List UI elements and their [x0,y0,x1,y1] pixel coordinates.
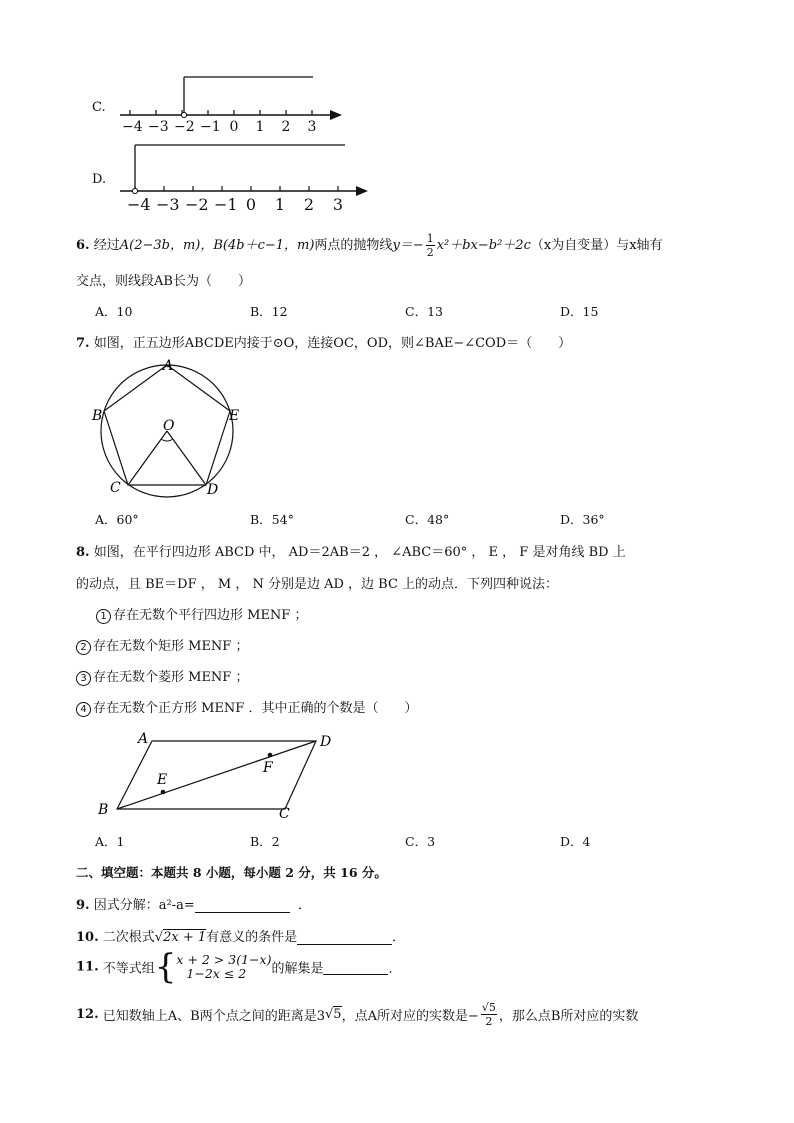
question-10-radicand: 2x + 1 [163,930,207,945]
question-10-end: ． [392,930,406,945]
brace-icon: { [154,947,177,987]
circled-number-3: 3 [76,671,91,686]
question-12-fraction [481,1002,497,1027]
parallelogram-label-b: B [98,802,109,818]
numberline-c-tick-label: 1 [255,119,265,135]
pentagon-label-d: D [207,482,219,498]
question-6-line1 [76,233,663,258]
question-11-text-a: 不等式组 [102,961,155,977]
question-12-text-b: ，点A所对应的实数是− [341,1009,479,1024]
question-6-option-a: A．10 [95,304,133,319]
question-6-text-b: 两点的抛物线 [314,238,393,253]
numberline-c-tick-label: −3 [148,119,169,135]
question-7-option-d: D．36° [560,512,605,527]
question-6-eq-left: y＝− [392,238,424,253]
numberline-d-tick-label: −1 [214,195,238,214]
question-6-frac-num: 1 [426,232,434,245]
question-11-number: 11. [76,959,99,975]
question-8-number: 8. [76,545,90,560]
question-6-option-c: C．13 [405,304,443,319]
circled-number-2: 2 [76,640,91,655]
parallelogram-figure [90,725,350,825]
question-12-frac-den: 2 [485,1015,493,1028]
pentagon-label-o: O [163,418,175,434]
question-12-line [76,1002,638,1027]
question-8-item-1-text: 存在无数个平行四边形 MENF ； [113,608,308,623]
question-10-number: 10. [76,930,99,945]
numberline-c-tick-label: −1 [200,119,221,135]
question-11-system [176,953,271,981]
parallelogram-label-a: A [138,731,149,747]
question-6-point-a: A(2−3b，m)， [119,238,214,253]
pentagon-label-b: B [92,408,103,424]
question-8-item-2 [76,635,248,655]
question-6-line2: 交点，则线段AB长为（ ） [76,274,251,289]
question-12-text-a: 已知数轴上A、B两个点之间的距离是3 [102,1009,325,1024]
question-8-option-d: D．4 [560,834,591,849]
question-8-option-a: A．1 [95,834,125,849]
sqrt-icon-2: √ [324,1007,334,1022]
question-8-item-1 [96,604,307,624]
question-12-text-c: ，那么点B所对应的实数 [498,1009,639,1024]
question-9-text: 因式分解：a²-a= [93,898,195,913]
question-8-line2: 的动点，且 BE＝DF ， M ， N 分别是边 AD ，边 BC 上的动点．下列四种说法： [76,577,559,592]
numberline-d-tick-label: −3 [156,195,180,214]
numberline-d-tick-label: 3 [332,195,344,214]
pentagon-label-e: E [229,408,240,424]
question-6-point-b: B(4b＋c−1，m) [213,238,315,253]
question-8-text1: 如图，在平行四边形 ABCD 中， AD＝2AB＝2 ， ∠ABC＝60° ， E ， F 是对角线 BD 上 [93,545,626,560]
numberline-c-label: C. [92,100,106,115]
question-7-option-a: A．60° [95,512,139,527]
question-6-frac-den: 2 [426,246,434,259]
parallelogram-label-e: E [157,772,168,788]
numberline-d-tick-label: 1 [274,195,286,214]
question-10-text-a: 二次根式 [102,930,155,945]
question-6-number: 6. [76,238,90,253]
question-6-text-a: 经过 [93,238,120,253]
numberline-d-tick-label: 0 [245,195,257,214]
question-6-option-d: D．15 [560,304,599,319]
parallelogram-label-f: F [263,760,273,776]
parallelogram-label-d: D [320,734,332,750]
numberline-d-tick-label: −4 [127,195,151,214]
question-7-number: 7. [76,336,90,351]
question-12-number: 12. [76,1007,99,1022]
question-6-text-c: （x为自变量）与x轴有 [530,238,663,253]
sqrt-icon: √ [154,930,164,945]
pentagon-label-a: A [163,358,174,374]
question-11-text-b: 的解集是 [271,961,324,977]
numberline-c-tick-label: 0 [229,119,239,135]
question-9-line [76,894,311,913]
question-10-text-b: 有意义的条件是 [206,930,298,945]
pentagon-figure [88,355,248,500]
question-11-end: ． [388,961,402,977]
numberline-c-tick-label: 3 [307,119,317,135]
question-12-frac-num: √5 [481,1001,496,1014]
numberline-d-tick-label: −2 [185,195,209,214]
question-8-item-4 [76,697,417,717]
numberline-c-tick-label: −2 [174,119,195,135]
question-7-option-c: C．48° [405,512,450,527]
parallelogram-label-c: C [279,806,290,822]
question-11-ineq2: 1−2x ≤ 2 [186,966,247,981]
numberline-d-tick-label: 2 [303,195,315,214]
question-6-eq-right: x²＋bx−b²＋2c [436,238,531,253]
numberline-d-label: D. [92,172,107,187]
question-8-item-3-text: 存在无数个菱形 MENF ； [93,670,249,685]
question-7-text: 如图，正五边形ABCDE内接于⊙O，连接OC，OD，则∠BAE−∠COD＝（ ） [93,336,572,351]
pentagon-label-c: C [110,480,121,496]
question-8-option-b: B．2 [250,834,280,849]
question-6-option-b: B．12 [250,304,288,319]
numberline-c-tick-label: 2 [281,119,291,135]
question-9-end: ． [297,898,311,913]
question-7-option-b: B．54° [250,512,294,527]
circled-number-4: 4 [76,702,91,717]
section-2-title: 二、填空题：本题共 8 小题，每小题 2 分，共 16 分。 [76,865,387,880]
question-8-option-c: C．3 [405,834,436,849]
circled-number-1: 1 [96,609,111,624]
question-8-line1 [76,541,626,560]
question-10-blank [297,930,392,945]
question-12-rad: 5 [333,1007,342,1022]
question-10-line [76,926,405,945]
question-6-fraction [426,233,435,258]
question-8-item-4-text: 存在无数个正方形 MENF ．其中正确的个数是（ ） [93,701,418,716]
question-11-line [76,947,402,987]
numberline-c-tick-label: −4 [122,119,143,135]
question-8-item-3 [76,666,248,686]
question-8-item-2-text: 存在无数个矩形 MENF ； [93,639,249,654]
question-9-number: 9. [76,898,90,913]
question-7-line [76,332,571,351]
question-11-blank [323,960,388,975]
question-9-blank [195,898,290,913]
question-11-ineq1: x + 2 > 3(1−x) [176,952,272,967]
